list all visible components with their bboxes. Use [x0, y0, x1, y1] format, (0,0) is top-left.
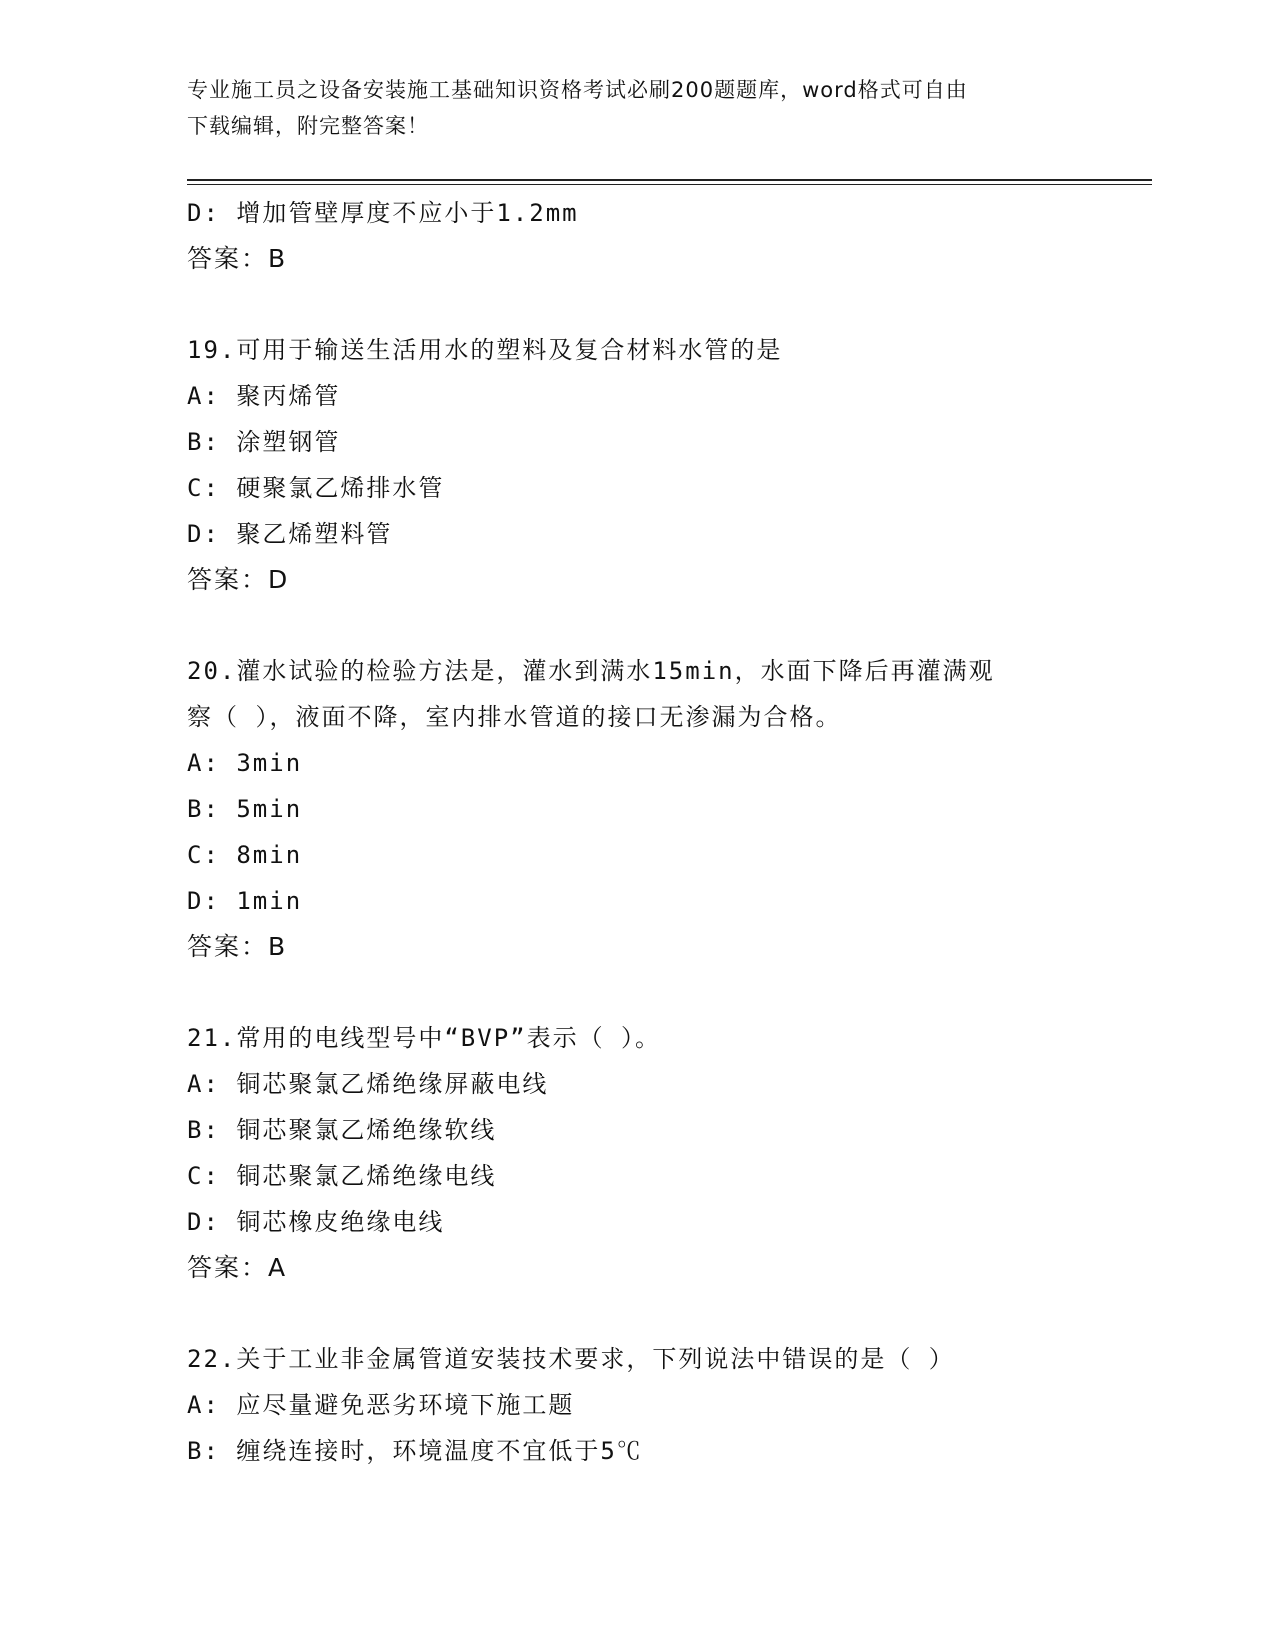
option-c: C: 铜芯聚氯乙烯绝缘电线 [187, 1162, 497, 1190]
option-d: D: 增加管壁厚度不应小于1.2mm [187, 199, 579, 227]
question-21 [187, 1015, 1147, 1291]
question-title: 19.可用于输送生活用水的塑料及复合材料水管的是 [187, 336, 783, 364]
answer-label: 答案：B [187, 244, 288, 273]
option-d: D: 1min [187, 887, 303, 915]
document-header [187, 72, 1087, 144]
question-title-line-2: 察（ ），液面不降，室内排水管道的接口无渗漏为合格。 [187, 703, 842, 731]
answer-label: 答案：B [187, 932, 288, 961]
option-b: B: 缠绕连接时，环境温度不宜低于5℃ [187, 1437, 643, 1465]
option-a: A: 3min [187, 749, 303, 777]
header-line-1: 专业施工员之设备安装施工基础知识资格考试必刷200题题库，word格式可自由 [187, 78, 968, 102]
answer-label: 答案：D [187, 565, 290, 594]
question-19 [187, 327, 1147, 603]
question-title: 22.关于工业非金属管道安装技术要求，下列说法中错误的是（ ） [187, 1345, 955, 1373]
option-b: B: 5min [187, 795, 303, 823]
answer-label: 答案：A [187, 1253, 288, 1282]
question-22 [187, 1336, 1147, 1474]
option-a: A: 铜芯聚氯乙烯绝缘屏蔽电线 [187, 1070, 549, 1098]
option-a: A: 应尽量避免恶劣环境下施工题 [187, 1391, 575, 1419]
question-title: 21.常用的电线型号中“BVP”表示（ ）。 [187, 1024, 662, 1052]
option-c: C: 8min [187, 841, 303, 869]
option-a: A: 聚丙烯管 [187, 382, 341, 410]
header-divider-thick [187, 179, 1152, 181]
header-divider-thin [187, 184, 1152, 185]
option-b: B: 铜芯聚氯乙烯绝缘软线 [187, 1116, 497, 1144]
header-line-2: 下载编辑，附完整答案！ [187, 114, 429, 138]
option-c: C: 硬聚氯乙烯排水管 [187, 474, 445, 502]
question-20 [187, 648, 1147, 970]
option-b: B: 涂塑钢管 [187, 428, 341, 456]
option-d: D: 聚乙烯塑料管 [187, 520, 393, 548]
option-d: D: 铜芯橡皮绝缘电线 [187, 1208, 445, 1236]
question-list [187, 190, 1147, 1474]
question-title-line-1: 20.灌水试验的检验方法是，灌水到满水15min，水面下降后再灌满观 [187, 657, 995, 685]
question-18-tail [187, 190, 1147, 282]
